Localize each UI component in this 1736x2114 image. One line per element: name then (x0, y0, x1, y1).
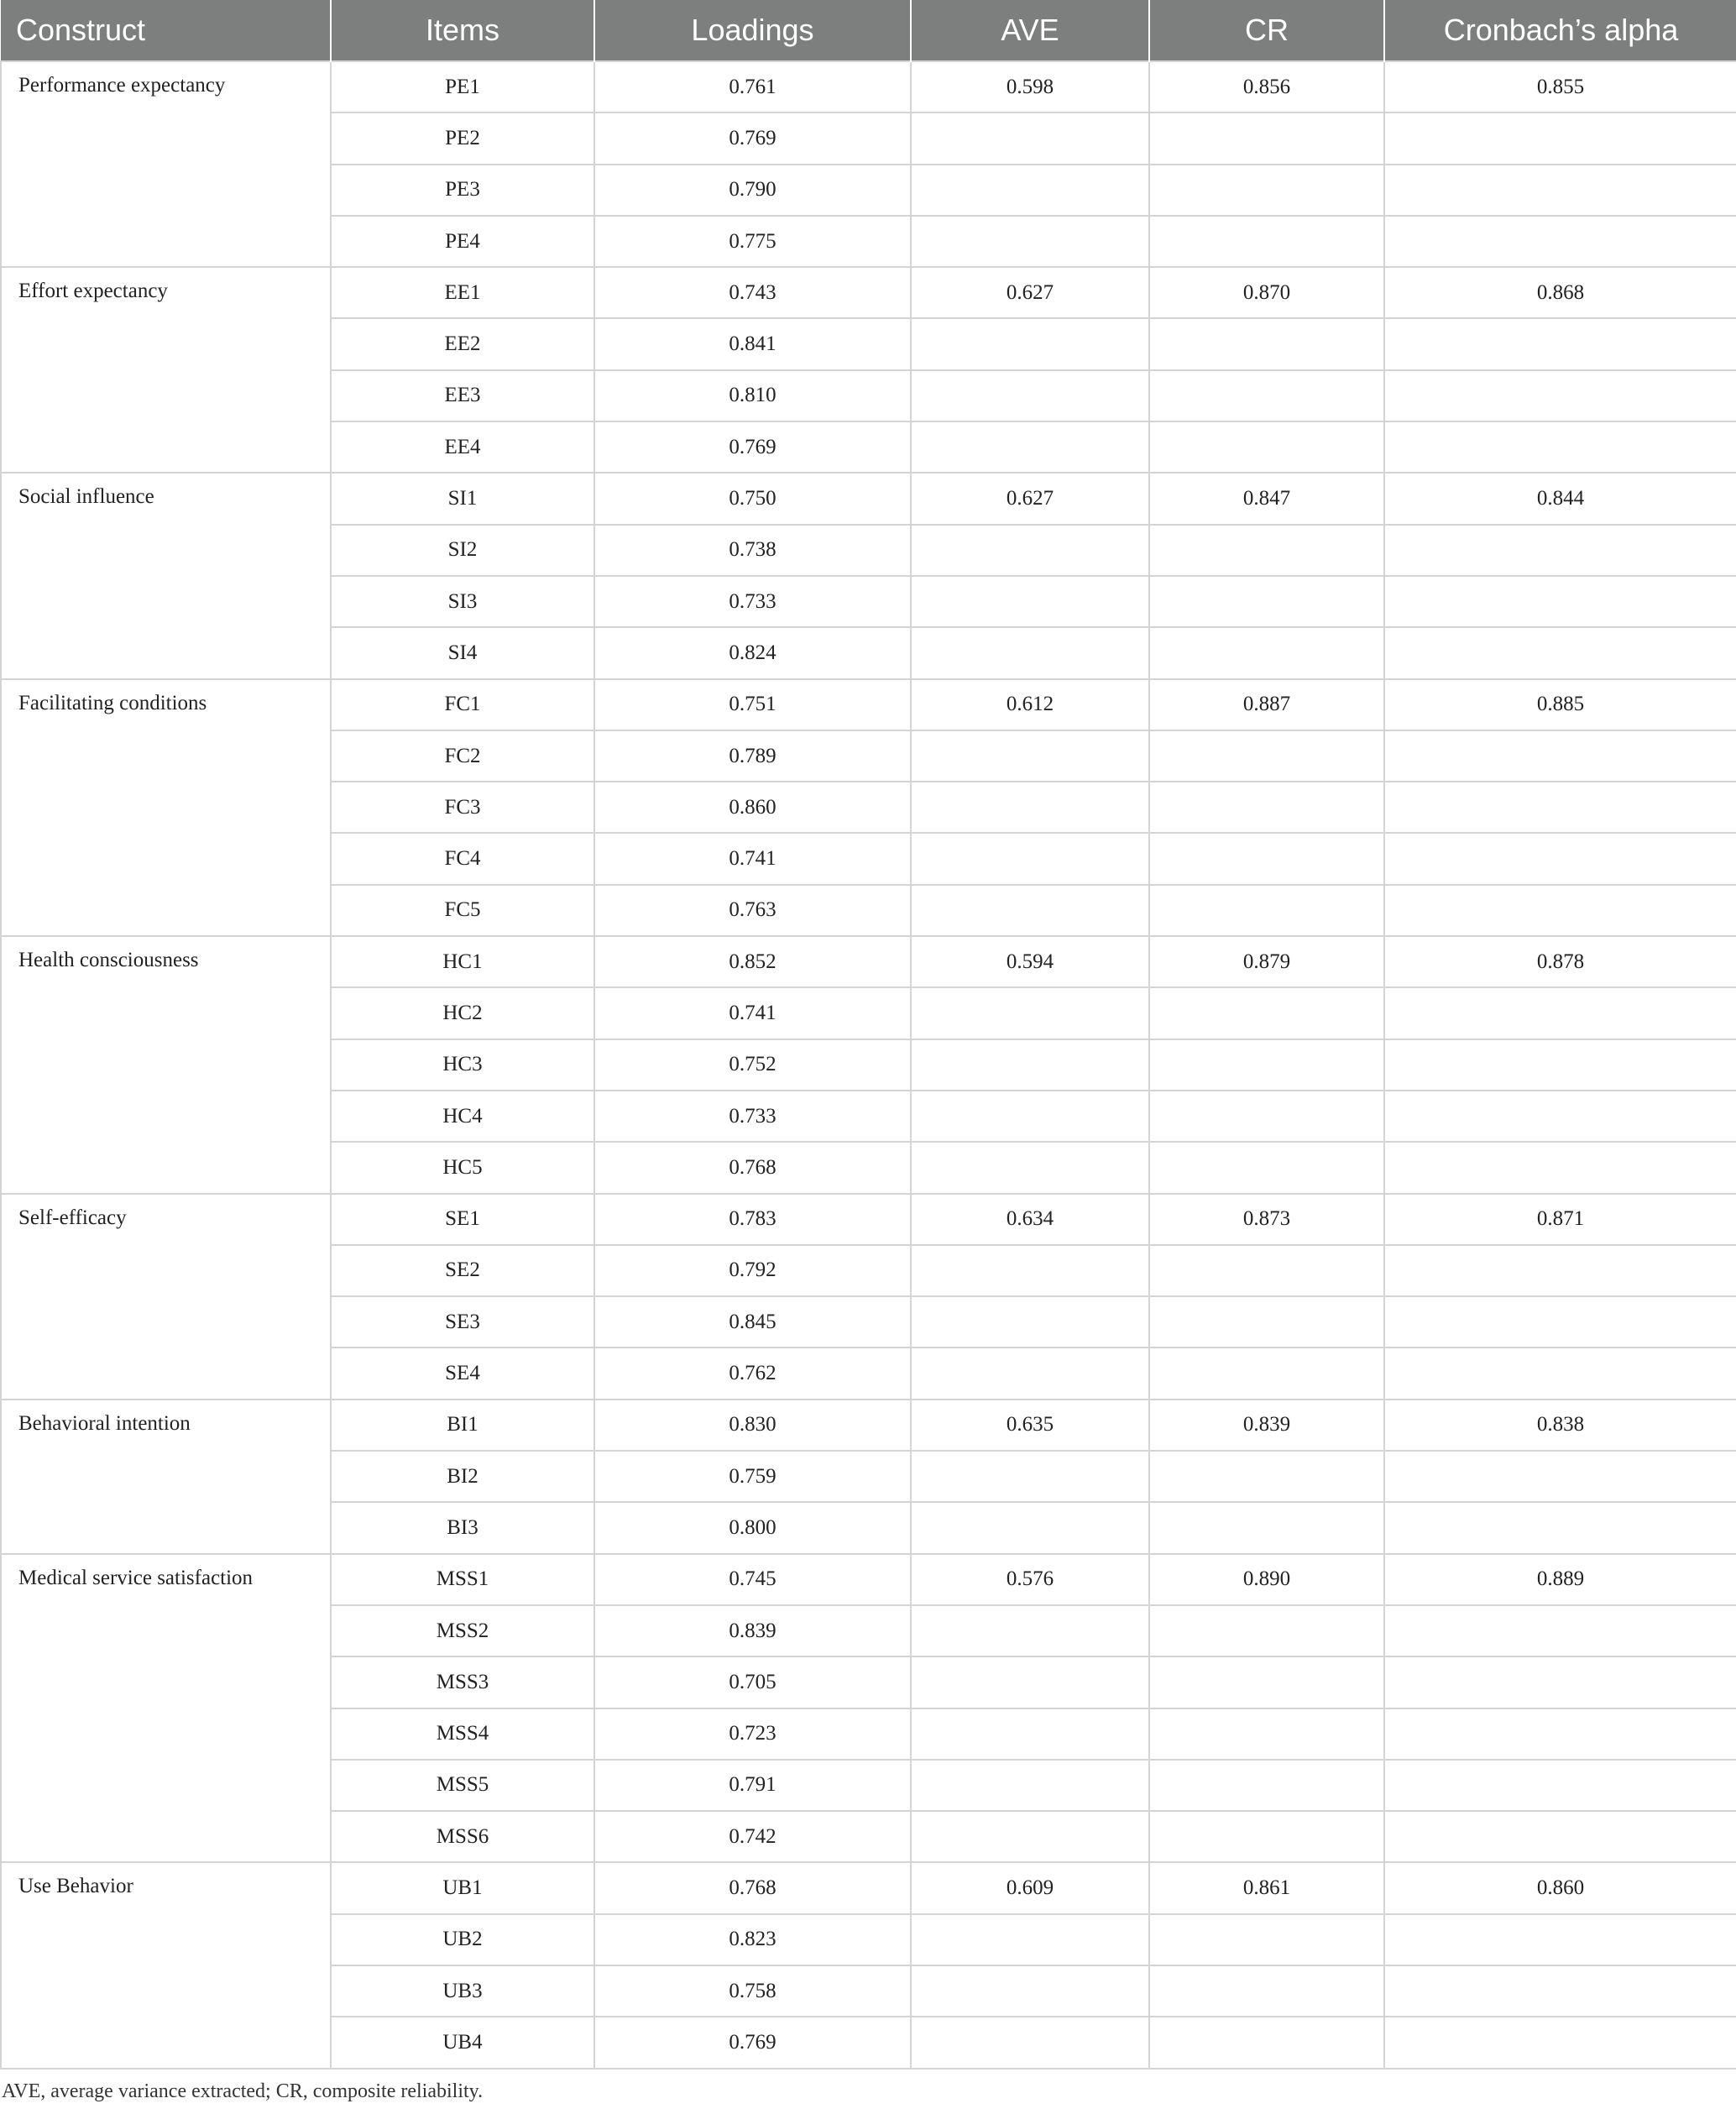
item-cell: PE3 (331, 165, 594, 216)
header-construct: Construct (1, 0, 331, 61)
ave-cell-empty (911, 1347, 1149, 1399)
alpha-cell-empty (1384, 1760, 1736, 1811)
loading-cell: 0.733 (594, 1091, 911, 1142)
loading-cell: 0.852 (594, 936, 911, 987)
item-cell: BI3 (331, 1502, 594, 1553)
loading-cell: 0.752 (594, 1039, 911, 1091)
construct-cell: Performance expectancy (1, 61, 331, 267)
item-cell: EE2 (331, 318, 594, 369)
ave-cell-empty (911, 1296, 1149, 1347)
loading-cell: 0.742 (594, 1811, 911, 1862)
alpha-cell-empty (1384, 165, 1736, 216)
table-row (1, 1862, 1736, 1913)
loading-cell: 0.723 (594, 1708, 911, 1760)
item-cell: MSS5 (331, 1760, 594, 1811)
alpha-cell-empty (1384, 421, 1736, 473)
item-cell: SE3 (331, 1296, 594, 1347)
ave-cell-empty (911, 113, 1149, 164)
item-cell: HC4 (331, 1091, 594, 1142)
loading-cell: 0.743 (594, 267, 911, 318)
loading-cell: 0.768 (594, 1862, 911, 1913)
table-header (1, 0, 1736, 61)
table-row (1, 267, 1736, 318)
item-cell: HC3 (331, 1039, 594, 1091)
ave-cell-empty (911, 318, 1149, 369)
item-cell: MSS4 (331, 1708, 594, 1760)
loading-cell: 0.824 (594, 627, 911, 678)
construct-cell: Social influence (1, 473, 331, 678)
alpha-cell: 0.838 (1384, 1400, 1736, 1451)
alpha-cell-empty (1384, 1347, 1736, 1399)
ave-cell: 0.635 (911, 1400, 1149, 1451)
alpha-cell-empty (1384, 1914, 1736, 1965)
loading-cell: 0.761 (594, 61, 911, 113)
table-row (1, 61, 1736, 113)
ave-cell-empty (911, 1656, 1149, 1708)
item-cell: MSS1 (331, 1554, 594, 1605)
ave-cell-empty (911, 782, 1149, 833)
ave-cell-empty (911, 730, 1149, 782)
alpha-cell-empty (1384, 1142, 1736, 1193)
loading-cell: 0.763 (594, 885, 911, 936)
header-row (1, 0, 1736, 61)
alpha-cell-empty (1384, 1605, 1736, 1656)
ave-cell-empty (911, 1039, 1149, 1091)
table-body (1, 61, 1736, 2069)
ave-cell-empty (911, 627, 1149, 678)
item-cell: UB1 (331, 1862, 594, 1913)
item-cell: PE1 (331, 61, 594, 113)
ave-cell-empty (911, 525, 1149, 576)
item-cell: HC1 (331, 936, 594, 987)
loading-cell: 0.841 (594, 318, 911, 369)
table-row (1, 1400, 1736, 1451)
alpha-cell-empty (1384, 525, 1736, 576)
cr-cell-empty (1149, 1347, 1384, 1399)
construct-cell: Self-efficacy (1, 1194, 331, 1400)
item-cell: SI2 (331, 525, 594, 576)
item-cell: FC3 (331, 782, 594, 833)
alpha-cell-empty (1384, 987, 1736, 1039)
cr-cell-empty (1149, 627, 1384, 678)
item-cell: PE4 (331, 216, 594, 267)
cr-cell-empty (1149, 421, 1384, 473)
ave-cell-empty (911, 370, 1149, 421)
item-cell: HC2 (331, 987, 594, 1039)
loading-cell: 0.769 (594, 113, 911, 164)
ave-cell: 0.594 (911, 936, 1149, 987)
alpha-cell-empty (1384, 216, 1736, 267)
ave-cell-empty (911, 1811, 1149, 1862)
alpha-cell-empty (1384, 627, 1736, 678)
construct-cell: Use Behavior (1, 1862, 331, 2068)
alpha-cell-empty (1384, 1039, 1736, 1091)
loading-cell: 0.762 (594, 1347, 911, 1399)
table-row (1, 679, 1736, 730)
loading-cell: 0.705 (594, 1656, 911, 1708)
loading-cell: 0.810 (594, 370, 911, 421)
cr-cell-empty (1149, 885, 1384, 936)
table-row (1, 1194, 1736, 1245)
alpha-cell-empty (1384, 1502, 1736, 1553)
loading-cell: 0.790 (594, 165, 911, 216)
item-cell: MSS2 (331, 1605, 594, 1656)
item-cell: SI4 (331, 627, 594, 678)
item-cell: EE1 (331, 267, 594, 318)
loading-cell: 0.830 (594, 1400, 911, 1451)
loading-cell: 0.860 (594, 782, 911, 833)
cr-cell: 0.879 (1149, 936, 1384, 987)
cr-cell-empty (1149, 370, 1384, 421)
construct-cell: Behavioral intention (1, 1400, 331, 1554)
item-cell: FC4 (331, 833, 594, 884)
construct-cell: Health consciousness (1, 936, 331, 1193)
ave-cell-empty (911, 1605, 1149, 1656)
cr-cell-empty (1149, 1142, 1384, 1193)
alpha-cell-empty (1384, 1245, 1736, 1296)
cr-cell-empty (1149, 1811, 1384, 1862)
ave-cell-empty (911, 421, 1149, 473)
ave-cell-empty (911, 165, 1149, 216)
table-row (1, 936, 1736, 987)
ave-cell: 0.576 (911, 1554, 1149, 1605)
alpha-cell: 0.855 (1384, 61, 1736, 113)
cr-cell-empty (1149, 1605, 1384, 1656)
alpha-cell-empty (1384, 885, 1736, 936)
alpha-cell-empty (1384, 1656, 1736, 1708)
ave-cell: 0.627 (911, 267, 1149, 318)
loading-cell: 0.759 (594, 1451, 911, 1502)
cr-cell: 0.887 (1149, 679, 1384, 730)
cr-cell-empty (1149, 1245, 1384, 1296)
header-cronbach-alpha: Cronbach’s alpha (1384, 0, 1736, 61)
header-cr: CR (1149, 0, 1384, 61)
item-cell: SI3 (331, 576, 594, 627)
cr-cell: 0.839 (1149, 1400, 1384, 1451)
item-cell: BI1 (331, 1400, 594, 1451)
loading-cell: 0.733 (594, 576, 911, 627)
table-footnote: AVE, average variance extracted; CR, composite reliability. (2, 2080, 484, 2102)
alpha-cell-empty (1384, 1708, 1736, 1760)
item-cell: SE1 (331, 1194, 594, 1245)
ave-cell-empty (911, 1142, 1149, 1193)
ave-cell: 0.634 (911, 1194, 1149, 1245)
cr-cell: 0.870 (1149, 267, 1384, 318)
alpha-cell: 0.860 (1384, 1862, 1736, 1913)
cr-cell-empty (1149, 1656, 1384, 1708)
ave-cell: 0.598 (911, 61, 1149, 113)
ave-cell: 0.627 (911, 473, 1149, 524)
cr-cell: 0.856 (1149, 61, 1384, 113)
header-ave: AVE (911, 0, 1149, 61)
alpha-cell: 0.885 (1384, 679, 1736, 730)
item-cell: HC5 (331, 1142, 594, 1193)
cr-cell-empty (1149, 165, 1384, 216)
alpha-cell-empty (1384, 370, 1736, 421)
ave-cell-empty (911, 1760, 1149, 1811)
ave-cell-empty (911, 2017, 1149, 2068)
table-row (1, 473, 1736, 524)
ave-cell-empty (911, 216, 1149, 267)
alpha-cell: 0.889 (1384, 1554, 1736, 1605)
item-cell: SE4 (331, 1347, 594, 1399)
construct-cell: Effort expectancy (1, 267, 331, 473)
alpha-cell-empty (1384, 1965, 1736, 2017)
item-cell: UB4 (331, 2017, 594, 2068)
alpha-cell: 0.868 (1384, 267, 1736, 318)
cr-cell-empty (1149, 730, 1384, 782)
cr-cell: 0.873 (1149, 1194, 1384, 1245)
ave-cell-empty (911, 1965, 1149, 2017)
loading-cell: 0.768 (594, 1142, 911, 1193)
item-cell: MSS3 (331, 1656, 594, 1708)
loading-cell: 0.758 (594, 1965, 911, 2017)
alpha-cell: 0.878 (1384, 936, 1736, 987)
item-cell: FC1 (331, 679, 594, 730)
item-cell: SI1 (331, 473, 594, 524)
cr-cell-empty (1149, 1914, 1384, 1965)
item-cell: UB2 (331, 1914, 594, 1965)
ave-cell-empty (911, 885, 1149, 936)
item-cell: EE3 (331, 370, 594, 421)
cr-cell: 0.847 (1149, 473, 1384, 524)
alpha-cell-empty (1384, 318, 1736, 369)
item-cell: UB3 (331, 1965, 594, 2017)
cr-cell: 0.861 (1149, 1862, 1384, 1913)
loading-cell: 0.745 (594, 1554, 911, 1605)
cr-cell-empty (1149, 833, 1384, 884)
loading-cell: 0.741 (594, 987, 911, 1039)
item-cell: MSS6 (331, 1811, 594, 1862)
header-loadings: Loadings (594, 0, 911, 61)
loading-cell: 0.783 (594, 1194, 911, 1245)
loading-cell: 0.751 (594, 679, 911, 730)
construct-cell: Facilitating conditions (1, 679, 331, 936)
cr-cell-empty (1149, 1708, 1384, 1760)
ave-cell-empty (911, 987, 1149, 1039)
loading-cell: 0.791 (594, 1760, 911, 1811)
loading-cell: 0.792 (594, 1245, 911, 1296)
alpha-cell-empty (1384, 1296, 1736, 1347)
header-items: Items (331, 0, 594, 61)
ave-cell-empty (911, 576, 1149, 627)
cr-cell-empty (1149, 318, 1384, 369)
construct-cell: Medical service satisfaction (1, 1554, 331, 1863)
loading-cell: 0.769 (594, 2017, 911, 2068)
alpha-cell: 0.844 (1384, 473, 1736, 524)
cr-cell-empty (1149, 1296, 1384, 1347)
alpha-cell-empty (1384, 833, 1736, 884)
table-row (1, 1554, 1736, 1605)
cr-cell-empty (1149, 2017, 1384, 2068)
cr-cell-empty (1149, 1760, 1384, 1811)
ave-cell: 0.609 (911, 1862, 1149, 1913)
ave-cell: 0.612 (911, 679, 1149, 730)
cr-cell-empty (1149, 987, 1384, 1039)
loading-cell: 0.741 (594, 833, 911, 884)
cr-cell-empty (1149, 113, 1384, 164)
item-cell: FC2 (331, 730, 594, 782)
ave-cell-empty (911, 1091, 1149, 1142)
loading-cell: 0.789 (594, 730, 911, 782)
ave-cell-empty (911, 1914, 1149, 1965)
loading-cell: 0.823 (594, 1914, 911, 1965)
ave-cell-empty (911, 1502, 1149, 1553)
cr-cell-empty (1149, 1502, 1384, 1553)
item-cell: SE2 (331, 1245, 594, 1296)
ave-cell-empty (911, 1451, 1149, 1502)
cr-cell-empty (1149, 216, 1384, 267)
ave-cell-empty (911, 1708, 1149, 1760)
loading-cell: 0.775 (594, 216, 911, 267)
alpha-cell-empty (1384, 782, 1736, 833)
alpha-cell-empty (1384, 576, 1736, 627)
loading-cell: 0.845 (594, 1296, 911, 1347)
alpha-cell-empty (1384, 730, 1736, 782)
alpha-cell-empty (1384, 1451, 1736, 1502)
cr-cell-empty (1149, 1091, 1384, 1142)
loading-cell: 0.800 (594, 1502, 911, 1553)
alpha-cell-empty (1384, 113, 1736, 164)
alpha-cell: 0.871 (1384, 1194, 1736, 1245)
cr-cell: 0.890 (1149, 1554, 1384, 1605)
cr-cell-empty (1149, 576, 1384, 627)
alpha-cell-empty (1384, 2017, 1736, 2068)
alpha-cell-empty (1384, 1091, 1736, 1142)
loading-cell: 0.738 (594, 525, 911, 576)
item-cell: FC5 (331, 885, 594, 936)
alpha-cell-empty (1384, 1811, 1736, 1862)
loading-cell: 0.750 (594, 473, 911, 524)
ave-cell-empty (911, 1245, 1149, 1296)
cr-cell-empty (1149, 525, 1384, 576)
loading-cell: 0.769 (594, 421, 911, 473)
cr-cell-empty (1149, 782, 1384, 833)
cr-cell-empty (1149, 1451, 1384, 1502)
item-cell: PE2 (331, 113, 594, 164)
item-cell: EE4 (331, 421, 594, 473)
item-cell: BI2 (331, 1451, 594, 1502)
cr-cell-empty (1149, 1039, 1384, 1091)
loading-cell: 0.839 (594, 1605, 911, 1656)
cr-cell-empty (1149, 1965, 1384, 2017)
ave-cell-empty (911, 833, 1149, 884)
